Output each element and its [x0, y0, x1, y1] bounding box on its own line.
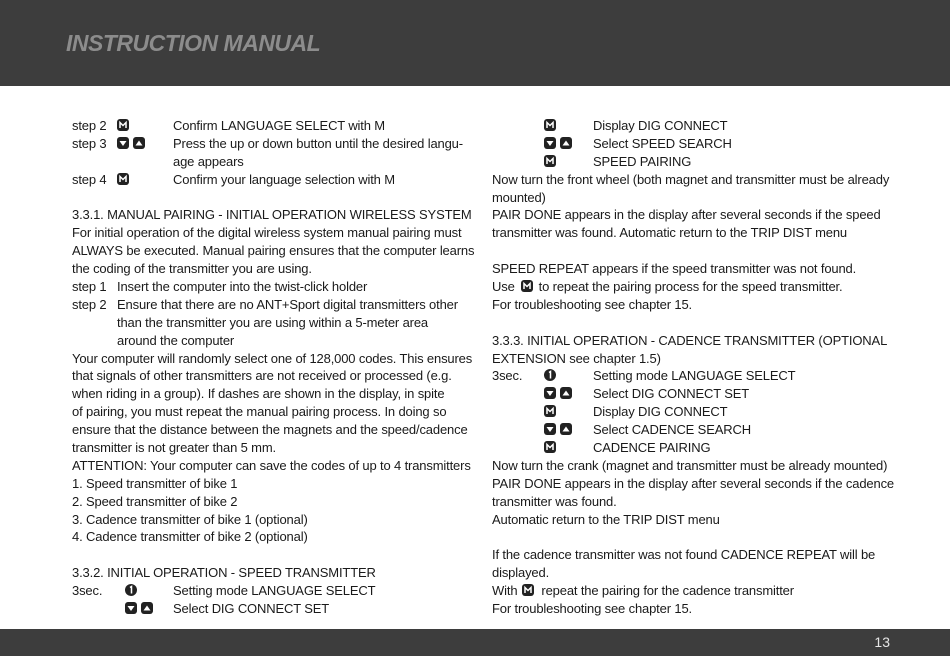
- step-label: step 2: [72, 118, 107, 133]
- step-row: [492, 117, 892, 135]
- step-text: Insert the computer into the twist-click holder: [117, 279, 368, 295]
- down-button-icon: [544, 387, 556, 399]
- m-button-icon: [544, 441, 556, 453]
- m-button-icon: [117, 173, 129, 185]
- up-button-icon: [133, 137, 145, 149]
- paragraph-line: SPEED REPEAT appears if the speed transmitter was not found.: [492, 261, 857, 277]
- step-label: 3sec.: [72, 583, 103, 599]
- step-row: [72, 135, 472, 153]
- list-item: 4. Cadence transmitter of bike 2 (optional): [72, 529, 308, 545]
- m-button-icon: [117, 119, 129, 131]
- step-row: [72, 278, 472, 296]
- down-button-icon: [544, 137, 556, 149]
- up-button-icon: [141, 602, 153, 614]
- left-column: [72, 117, 475, 618]
- step-label: step 3: [72, 135, 107, 151]
- header-bar: [0, 0, 950, 86]
- paragraph-line: Automatic return to the TRIP DIST menu: [492, 511, 720, 527]
- step-row: [72, 582, 472, 600]
- paragraph-line: ensure that the distance between the magnets and the speed/cadence: [72, 422, 468, 438]
- step-row: [492, 421, 892, 439]
- step-text: Press the up or down button until the desired langu-: [173, 135, 463, 151]
- down-button-icon: [125, 602, 137, 614]
- up-button-icon: [560, 387, 572, 399]
- step-row: [492, 385, 892, 403]
- up-button-icon: [560, 423, 572, 435]
- m-button-icon: [544, 405, 556, 417]
- m-button-icon: [544, 119, 556, 131]
- paragraph-line: transmitter was found.: [492, 493, 617, 509]
- list-item: 2. Speed transmitter of bike 2: [72, 493, 238, 509]
- section-heading: 3.3.3. INITIAL OPERATION - CADENCE TRANSMITTER (OPTIONAL: [492, 332, 888, 348]
- step-text: Ensure that there are no ANT+Sport digital transmitters other: [117, 296, 458, 312]
- step-text: Select CADENCE SEARCH: [593, 422, 751, 438]
- step-row: [492, 153, 892, 171]
- paragraph-line: PAIR DONE appears in the display after several seconds if the cadence: [492, 475, 895, 491]
- paragraph-line: Your computer will randomly select one of 128,000 codes. This ensures: [72, 350, 473, 366]
- step-text: CADENCE PAIRING: [593, 440, 711, 456]
- m-button-icon: [522, 584, 534, 596]
- paragraph-line: mounted): [492, 189, 546, 205]
- step-text: Select DIG CONNECT SET: [593, 386, 750, 402]
- one-button-icon: [544, 369, 556, 381]
- step-row: [72, 117, 472, 135]
- paragraph-line: the coding of the transmitter you are using.: [72, 261, 312, 277]
- paragraph-line: displayed.: [492, 565, 550, 581]
- paragraph-line: PAIR DONE appears in the display after several seconds if the speed: [492, 207, 881, 223]
- paragraph-line: ALWAYS be executed. Manual pairing ensures that the computer learns: [72, 243, 475, 259]
- list-item: 1. Speed transmitter of bike 1: [72, 475, 238, 491]
- use-text-rest: to repeat the pairing process for the speed transmitter.: [538, 279, 843, 295]
- footer-bar: [0, 629, 950, 656]
- step-row: [72, 600, 472, 618]
- step-label: step 2: [72, 296, 107, 312]
- step-row: [492, 439, 892, 457]
- m-button-icon: [521, 280, 533, 292]
- use-text: Use: [492, 279, 515, 295]
- step-text-continued: age appears: [173, 153, 244, 169]
- paragraph-line: that signals of other transmitters are not received or processed (e.g.: [72, 368, 452, 384]
- with-text-rest: repeat the pairing for the cadence transmitter: [541, 583, 794, 599]
- step-row: [72, 296, 472, 314]
- step-label: step 1: [72, 279, 107, 295]
- page-title: INSTRUCTION MANUAL: [66, 30, 321, 56]
- paragraph-line: [492, 278, 892, 296]
- one-button-icon: [125, 584, 137, 596]
- step-label: step 4: [72, 171, 107, 187]
- step-text: Confirm your language selection with M: [173, 171, 395, 187]
- m-button-icon: [544, 155, 556, 167]
- right-column: [492, 117, 895, 618]
- list-item: 3. Cadence transmitter of bike 1 (optional): [72, 511, 308, 527]
- step-text: Setting mode LANGUAGE SELECT: [593, 368, 796, 384]
- paragraph-line: Now turn the crank (magnet and transmitter must be already mounted): [492, 457, 888, 473]
- paragraph-line: when riding in a group). If dashes are shown in the display, in spite: [72, 386, 445, 402]
- paragraph-line: of pairing, you must repeat the manual pairing process. In doing so: [72, 404, 447, 420]
- step-row: [492, 403, 892, 421]
- step-row: [72, 171, 472, 189]
- step-text: Select DIG CONNECT SET: [173, 601, 330, 617]
- step-text: Setting mode LANGUAGE SELECT: [173, 583, 376, 599]
- paragraph-line: For troubleshooting see chapter 15.: [492, 296, 692, 312]
- step-text: SPEED PAIRING: [593, 153, 692, 169]
- up-button-icon: [560, 137, 572, 149]
- step-text: Display DIG CONNECT: [593, 118, 728, 133]
- page-number: 13: [874, 634, 890, 650]
- section-heading: 3.3.2. INITIAL OPERATION - SPEED TRANSMITTER: [72, 565, 376, 581]
- section-heading-continued: EXTENSION see chapter 1.5): [492, 350, 661, 366]
- step-row: [492, 367, 892, 385]
- step-row: [492, 135, 892, 153]
- attention-line: ATTENTION: Your computer can save the codes of up to 4 transmitters: [72, 457, 471, 473]
- paragraph-line: transmitter was found. Automatic return to the TRIP DIST menu: [492, 225, 848, 241]
- section-heading: 3.3.1. MANUAL PAIRING - INITIAL OPERATION WIRELESS SYSTEM: [72, 207, 472, 223]
- down-button-icon: [544, 423, 556, 435]
- step-text: Display DIG CONNECT: [593, 404, 728, 420]
- step-text: Confirm LANGUAGE SELECT with M: [173, 118, 385, 133]
- step-label: 3sec.: [492, 368, 523, 384]
- paragraph-line: transmitter is not greater than 5 mm.: [72, 440, 276, 456]
- paragraph-line: Now turn the front wheel (both magnet and transmitter must be already: [492, 171, 890, 187]
- paragraph-line: [492, 582, 892, 600]
- down-button-icon: [117, 137, 129, 149]
- paragraph-line: For initial operation of the digital wireless system manual pairing must: [72, 225, 462, 241]
- step-text-continued: around the computer: [117, 332, 235, 348]
- paragraph-line: For troubleshooting see chapter 15.: [492, 601, 692, 617]
- paragraph-line: If the cadence transmitter was not found CADENCE REPEAT will be: [492, 547, 876, 563]
- with-text: With: [492, 583, 518, 599]
- step-text: Select SPEED SEARCH: [593, 135, 732, 151]
- step-text-continued: than the transmitter you are using within a 5-meter area: [117, 314, 428, 330]
